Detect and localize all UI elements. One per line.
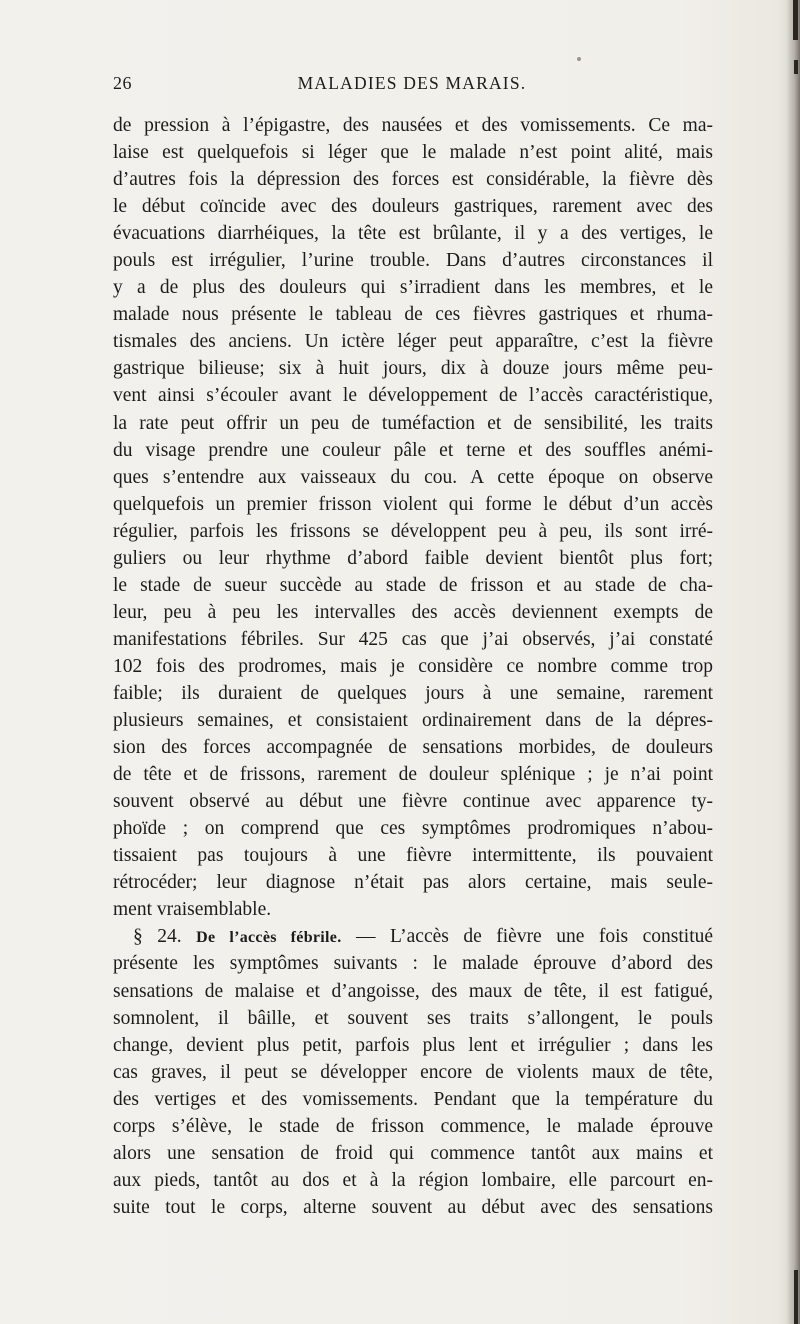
page-edge-dark-mark — [794, 60, 798, 74]
text-line: phoïde ; on comprend que ces symptômes prodromiques n’abou- — [113, 818, 713, 840]
text-line: change, devient plus petit, parfois plus lent et irrégulier ; dans les — [113, 1034, 713, 1056]
text-line: présente les symptômes suivants : le malade éprouve d’abord des — [113, 953, 713, 975]
text-line: des vertiges et des vomissements. Pendant que la température du — [113, 1088, 713, 1110]
paragraph-1 — [113, 112, 713, 923]
text-line: vent ainsi s’écouler avant le développement de l’accès caractéristique, — [113, 385, 713, 407]
text-line: faible; ils duraient de quelques jours à une semaine, rarement — [113, 682, 713, 704]
text-line: la rate peut offrir un peu de tuméfaction et de sensibilité, les traits — [113, 412, 713, 434]
section-24 — [113, 923, 713, 1221]
page-edge-dark-top — [793, 0, 798, 40]
running-title: MALADIES DES MARAIS. — [297, 73, 527, 93]
page-number: 26 — [113, 73, 132, 93]
text-line: tismales des anciens. Un ictère léger peut apparaître, c’est la fièvre — [113, 331, 713, 353]
text-line: cas graves, il peut se développer encore de violents maux de tête, — [113, 1061, 713, 1083]
section-first-line-text: — L’accès de fièvre une fois constitué — [356, 926, 713, 948]
body-text — [113, 112, 713, 1221]
text-line: le stade de sueur succède au stade de frisson et au stade de cha- — [113, 574, 713, 596]
text-line: ques s’entendre aux vaisseaux du cou. A cette époque on observe — [113, 466, 713, 488]
text-line: rétrocéder; leur diagnose n’était pas alors certaine, mais seule- — [113, 872, 713, 894]
text-line: alors une sensation de froid qui commence tantôt aux mains et — [113, 1142, 713, 1164]
text-line: sensations de malaise et d’angoisse, des maux de tête, il est fatigué, — [113, 980, 713, 1002]
text-line: corps s’élève, le stade de frisson commence, le malade éprouve — [113, 1115, 713, 1137]
text-line: suite tout le corps, alterne souvent au début avec des sensations — [113, 1196, 713, 1218]
text-line: leur, peu à peu les intervalles des accès deviennent exempts de — [113, 601, 713, 623]
page-edge-shadow — [786, 0, 800, 1324]
section-number: § 24. — [133, 926, 182, 948]
ink-speck — [577, 57, 581, 61]
text-line: aux pieds, tantôt au dos et à la région lombaire, elle parcourt en- — [113, 1169, 713, 1191]
text-line: malade nous présente le tableau de ces fièvres gastriques et rhuma- — [113, 304, 713, 326]
text-line: pouls est irrégulier, l’urine trouble. Dans d’autres circonstances il — [113, 250, 713, 272]
section-24-first-line — [113, 923, 713, 950]
text-line: guliers ou leur rhythme d’abord faible devient bientôt plus fort; — [113, 547, 713, 569]
text-line: ment vraisemblable. — [113, 899, 272, 921]
page-header — [113, 73, 711, 103]
text-line: y a de plus des douleurs qui s’irradient dans les membres, et le — [113, 277, 713, 299]
text-line: d’autres fois la dépression des forces est considérable, la fièvre dès — [113, 169, 713, 191]
text-line: 102 fois des prodromes, mais je considère ce nombre comme trop — [113, 655, 713, 677]
text-line: le début coïncide avec des douleurs gastriques, rarement avec des — [113, 196, 713, 218]
text-line: somnolent, il bâille, et souvent ses traits s’allongent, le pouls — [113, 1007, 713, 1029]
text-line: du visage prendre une couleur pâle et terne et des souffles anémi- — [113, 439, 713, 461]
section-title: De l’accès fébrile. — [196, 929, 342, 947]
text-line: manifestations fébriles. Sur 425 cas que j’ai observés, j’ai constaté — [113, 628, 713, 650]
text-line: régulier, parfois les frissons se développent peu à peu, ils sont irré- — [113, 520, 713, 542]
text-line: souvent observé au début une fièvre continue avec apparence ty- — [113, 791, 713, 813]
text-line: laise est quelquefois si léger que le malade n’est point alité, mais — [113, 142, 713, 164]
text-line: de pression à l’épigastre, des nausées et des vomissements. Ce ma- — [113, 115, 713, 136]
text-line: quelquefois un premier frisson violent qui forme le début d’un accès — [113, 493, 713, 515]
text-line: gastrique bilieuse; six à huit jours, dix à douze jours même peu- — [113, 358, 713, 380]
text-line: tissaient pas toujours à une fièvre intermittente, ils pouvaient — [113, 845, 713, 867]
text-line: plusieurs semaines, et consistaient ordinairement dans de la dépres- — [113, 710, 713, 732]
text-line: de tête et de frissons, rarement de douleur splénique ; je n’ai point — [113, 764, 713, 786]
page-edge-dark-bottom — [794, 1270, 798, 1324]
text-line: sion des forces accompagnée de sensations morbides, de douleurs — [113, 737, 713, 759]
text-line: évacuations diarrhéiques, la tête est brûlante, il y a des vertiges, le — [113, 223, 713, 245]
